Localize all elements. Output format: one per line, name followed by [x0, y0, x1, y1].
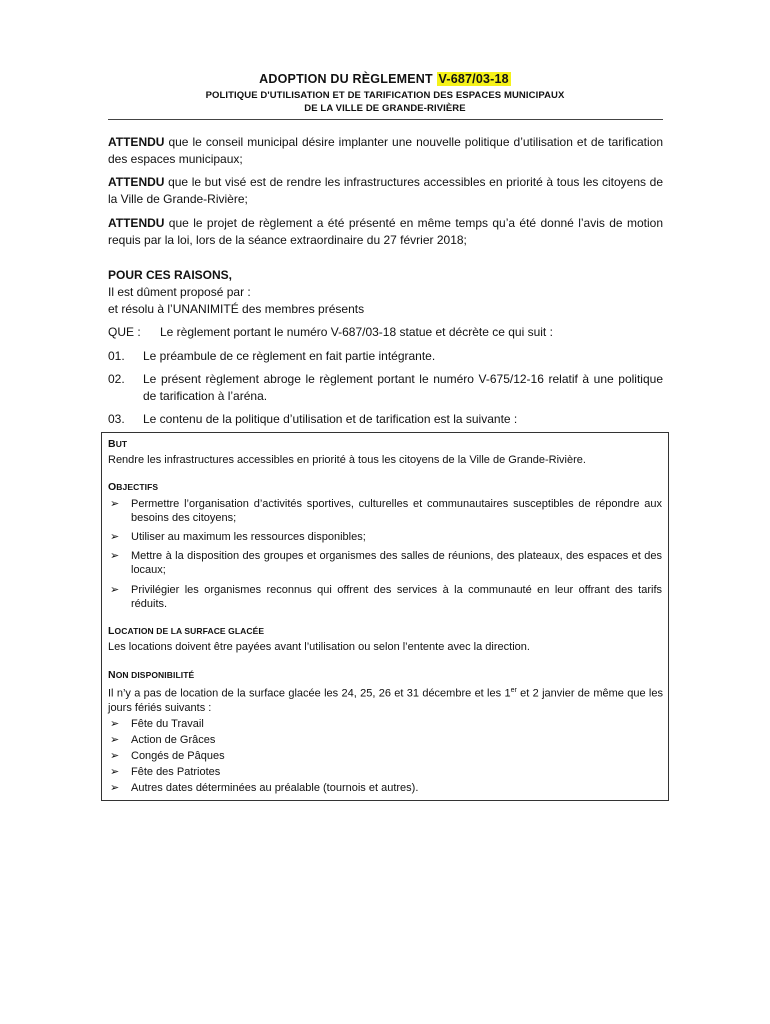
section-heading-non-disponibilite: NON DISPONIBILITÉ — [108, 669, 195, 681]
arrow-bullet-icon: ➢ — [110, 498, 120, 510]
arrow-bullet-icon: ➢ — [110, 734, 120, 746]
but-text: Rendre les infrastructures accessibles en priorité à tous les citoyens de la Ville de Grande-Rivière. — [108, 454, 586, 466]
arrow-bullet-icon: ➢ — [110, 531, 120, 543]
holiday-item: Congés de Pâques — [131, 750, 225, 762]
objective-item: Utiliser au maximum les ressources disponibles; — [131, 531, 366, 543]
holiday-item: Autres dates déterminées au préalable (tournois et autres). — [131, 782, 419, 794]
document-title — [0, 72, 770, 86]
attendu-keyword: ATTENDU — [108, 216, 165, 230]
subtitle-line-1: POLITIQUE D'UTILISATION ET DE TARIFICATION DES ESPACES MUNICIPAUX — [205, 90, 565, 101]
title-prefix: ADOPTION DU RÈGLEMENT — [259, 72, 433, 86]
article-number: 02. — [108, 372, 125, 386]
article-text: Le préambule de ce règlement en fait partie intégrante. — [143, 349, 436, 363]
location-text: Les locations doivent être payées avant l’utilisation ou selon l’entente avec la direction. — [108, 641, 530, 653]
subtitle-line-2: DE LA VILLE DE GRANDE-RIVIÈRE — [304, 103, 466, 114]
objective-item: Privilégier les organismes reconnus qui offrent des services à la communauté en leur offrant des tarifs réduits. — [131, 584, 662, 610]
holiday-item: Action de Grâces — [131, 734, 216, 746]
attendu-paragraph — [108, 215, 663, 249]
attendu-text: que le conseil municipal désire implanter une nouvelle politique d’utilisation et de tarification des espaces municipaux; — [108, 135, 663, 166]
objective-item: Mettre à la disposition des groupes et organismes des salles de réunions, des plateaux, des espaces et des locaux; — [131, 550, 662, 576]
attendu-paragraph — [108, 134, 663, 168]
article-number: 03. — [108, 412, 125, 426]
section-heading-location: LOCATION DE LA SURFACE GLACÉE — [108, 625, 265, 637]
holiday-item: Fête des Patriotes — [131, 766, 221, 778]
attendu-text: que le but visé est de rendre les infrastructures accessibles en priorité à tous les citoyens de la Ville de Grande-Rivière; — [108, 175, 663, 206]
attendu-keyword: ATTENDU — [108, 175, 165, 189]
proposed-line: Il est dûment proposé par : — [108, 285, 251, 299]
header-divider — [108, 119, 663, 120]
section-heading-objectifs: OBJECTIFS — [108, 481, 159, 493]
que-label: QUE : — [108, 325, 141, 339]
article-number: 01. — [108, 349, 125, 363]
arrow-bullet-icon: ➢ — [110, 782, 120, 794]
holiday-item: Fête du Travail — [131, 718, 204, 730]
objective-item: Permettre l’organisation d’activités sportives, culturelles et communautaires susceptibles de répondre aux besoins des citoyens; — [131, 498, 662, 524]
arrow-bullet-icon: ➢ — [110, 718, 120, 730]
non-disponibilite-text: Il n’y a pas de location de la surface glacée les 24, 25, 26 et 31 décembre et les 1er et 2 janvier de même que les jours fériés suivants : — [108, 687, 663, 714]
article-text: Le présent règlement abroge le règlement portant le numéro V-675/12-16 relatif à une politique de tarification à l’aréna. — [143, 372, 663, 403]
attendu-paragraph — [108, 174, 663, 208]
section-heading-but: BUT — [108, 438, 128, 450]
regulation-number-highlight: V-687/03-18 — [438, 72, 509, 86]
attendu-text: que le projet de règlement a été présenté en même temps qu’a été donné l’avis de motion requis par la loi, lors de la séance extraordinaire du 27 février 2018; — [108, 216, 663, 247]
resolution-heading: POUR CES RAISONS, — [108, 268, 233, 282]
attendu-keyword: ATTENDU — [108, 135, 165, 149]
resolved-line: et résolu à l’UNANIMITÉ des membres présents — [108, 302, 365, 316]
arrow-bullet-icon: ➢ — [110, 550, 120, 562]
arrow-bullet-icon: ➢ — [110, 750, 120, 762]
arrow-bullet-icon: ➢ — [110, 766, 120, 778]
arrow-bullet-icon: ➢ — [110, 584, 120, 596]
que-text: Le règlement portant le numéro V-687/03-18 statue et décrète ce qui suit : — [160, 325, 553, 339]
article-text: Le contenu de la politique d’utilisation et de tarification est la suivante : — [143, 412, 518, 426]
